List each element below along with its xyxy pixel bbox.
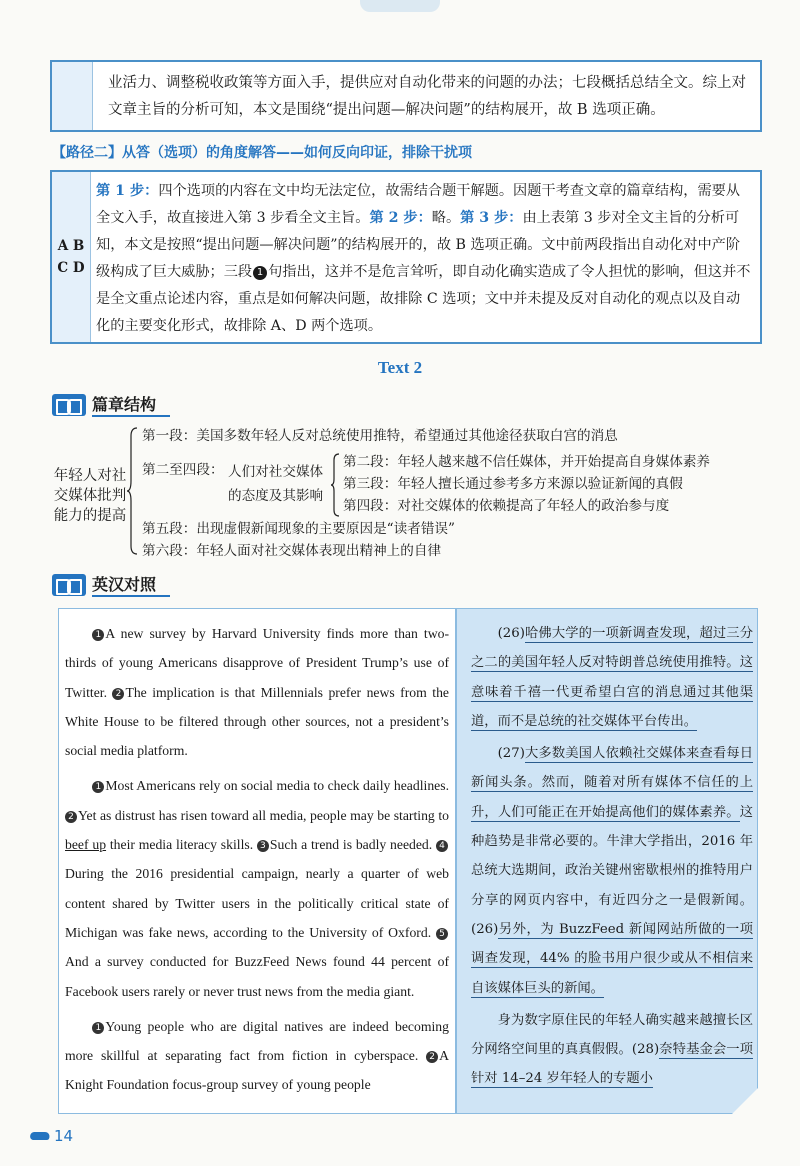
zh-text: 身为数字原住民的年轻人确实越来越擅长区分网络空间里的真真假假。 bbox=[471, 1012, 753, 1058]
step1-label: 第 1 步： bbox=[96, 183, 159, 199]
step2-label: 第 2 步： bbox=[369, 210, 432, 226]
path2-answer-box bbox=[50, 170, 762, 344]
page-number-value: 14 bbox=[54, 1127, 74, 1145]
sentence-marker: 2 bbox=[65, 811, 77, 823]
step3-text-a: 由上表第 3 步对全文主旨的分析可知，本文是按照“提出问题—解决问题”的结构展开的，故 B 选项正确。文中前两段指出自动化对中产阶级构成了巨大威胁；三段 bbox=[96, 210, 741, 280]
english-column bbox=[58, 608, 456, 1114]
sentence-marker: 4 bbox=[436, 840, 448, 852]
structure-section-heading bbox=[52, 392, 170, 417]
zh-paragraph-1 bbox=[471, 619, 753, 736]
en-paragraph-1 bbox=[65, 619, 449, 765]
en-sentence: The implication is that Millennials prefer news from the White House to be filtered through other sources, not a president’s social media platform. bbox=[65, 684, 449, 759]
zh-underlined: 奈特基金会一项针对 14–24 岁年轻人的专题小 bbox=[471, 1042, 754, 1087]
step3-label: 第 3 步： bbox=[460, 210, 523, 226]
structure-para6: 第六段：年轻人面对社交媒体表现出精神上的自律 bbox=[142, 543, 442, 559]
question-number: (28) bbox=[631, 1042, 660, 1058]
en-sentence: A Knight Foundation focus-group survey of young people bbox=[65, 1048, 449, 1093]
en-sentence: Young people who are digital natives are indeed becoming more skillful at separating fact from fiction in cyberspace. bbox=[65, 1018, 449, 1064]
options-cd: C D bbox=[57, 260, 85, 276]
text2-title: Text 2 bbox=[377, 358, 423, 377]
book-icon bbox=[52, 394, 86, 416]
zh-underlined: 哈佛大学的一项新调查发现，超过三分之二的美国年轻人反对特朗普总统使用推特。这意味着千禧一代更希望白宫的消息通过其他渠道，而不是总统的社交媒体平台传出。 bbox=[471, 626, 753, 729]
chinese-column bbox=[456, 608, 758, 1114]
bilingual-section-heading bbox=[52, 572, 170, 597]
sentence-marker: 3 bbox=[257, 840, 269, 852]
structure-heading-label: 篇章结构 bbox=[92, 392, 170, 417]
en-sentence: Most Americans rely on social media to check daily headlines. bbox=[105, 778, 449, 794]
sentence-marker: 1 bbox=[92, 781, 104, 793]
sentence-marker: 2 bbox=[112, 688, 124, 700]
big-brace bbox=[126, 426, 138, 556]
structure-para3: 第三段：年轻人擅长通过参考多方来源以验证新闻的真假 bbox=[343, 476, 683, 492]
en-sentence: Yet as distrust has risen toward all media, people may be starting to bbox=[78, 807, 449, 823]
page-number bbox=[30, 1127, 73, 1145]
structure-para4: 第四段：对社交媒体的依赖提高了年轻人的政治参与度 bbox=[343, 498, 670, 514]
topic-line2: 的态度及其影响 bbox=[228, 488, 324, 504]
zh-paragraph-3 bbox=[471, 1006, 753, 1094]
step1-text: 四个选项的内容在文中均无法定位，故需结合题干解题。因题干考查文章的篇章结构，需要从全文入手，故直接进入第 3 步看全文主旨。 bbox=[96, 183, 741, 226]
sentence-marker: 5 bbox=[436, 928, 448, 940]
structure-para5: 第五段：出现虚假新闻现象的主要原因是“读者错误” bbox=[142, 521, 455, 537]
en-sentence: their media literacy skills. bbox=[106, 837, 257, 853]
zh-underlined: 大多数美国人依赖社交媒体来查看每日新闻头条。然而，随着对所有媒体不信任的上升，人们可能正在开始提高他们的媒体素养。 bbox=[471, 746, 753, 820]
question-number: (26) bbox=[497, 626, 525, 641]
structure-para2: 第二段：年轻人越来越不信任媒体，并开始提高自身媒体素养 bbox=[343, 454, 711, 470]
sentence-marker: 1 bbox=[253, 266, 267, 280]
zh-underlined: 另外，为 BuzzFeed 新闻网站所做的一项调查发现，44% 的脸书用户很少或从不相信来自该媒体巨头的新闻。 bbox=[471, 921, 753, 996]
question-number: (27) bbox=[497, 746, 525, 762]
box-gutter bbox=[52, 62, 93, 130]
page-fold-corner bbox=[732, 1088, 758, 1114]
step2-text: 略。 bbox=[431, 210, 461, 226]
top-tab-decoration bbox=[360, 0, 440, 12]
en-sentence: During the 2016 presidential campaign, nearly a quarter of web content shared by Twitter users in the politically critical state of Michigan was fake news, according to the University of Oxford. bbox=[65, 866, 449, 940]
en-sentence: And a survey conducted for BuzzFeed News found 44 percent of Facebook users rarely or never trust news from the media giant. bbox=[65, 954, 449, 999]
path2-heading: 【路径二】从答（选项）的角度解答——如何反向印证，排除干扰项 bbox=[52, 145, 472, 161]
structure-root: 年轻人对社交媒体批判能力的提高 bbox=[53, 468, 127, 524]
en-sentence: Such a trend is badly needed. bbox=[269, 837, 436, 853]
zh-text: 这种趋势是非常必要的。牛津大学指出，2016 年总统大选期间，政治关键州密歇根州的推特用户分享的网页内容中，有近四分之一是假新闻。 bbox=[471, 804, 753, 908]
options-ab: A B bbox=[57, 238, 85, 254]
topic-line1: 人们对社交媒体 bbox=[228, 464, 324, 480]
question-number: (26) bbox=[471, 921, 499, 937]
sentence-marker: 1 bbox=[92, 629, 104, 641]
analysis-box-continued bbox=[50, 60, 762, 132]
options-gutter bbox=[52, 172, 91, 342]
structure-para1: 第一段：美国多数年轻人反对总统使用推特，希望通过其他途径获取白宫的消息 bbox=[142, 428, 618, 444]
en-sentence: A new survey by Harvard University finds more than two-thirds of young Americans disapprove of President Trump’s use of Twitter. bbox=[65, 626, 449, 700]
swoosh-icon bbox=[29, 1132, 52, 1140]
en-paragraph-3 bbox=[65, 1012, 449, 1100]
zh-paragraph-2 bbox=[471, 739, 753, 1003]
sentence-marker: 2 bbox=[426, 1051, 438, 1063]
sentence-marker: 1 bbox=[92, 1022, 104, 1034]
structure-para2-4-topic bbox=[228, 460, 323, 508]
book-icon bbox=[52, 574, 86, 596]
structure-para2-4-label: 第二至四段： bbox=[142, 462, 224, 478]
path2-answer-text bbox=[96, 178, 752, 340]
analysis-text: 业活力、调整税收政策等方面入手，提供应对自动化带来的问题的办法；七段概括总结全文。综上对文章主旨的分析可知，本文是围绕“提出问题—解决问题”的结构展开，故 B 选项正确。 bbox=[108, 75, 746, 118]
underlined-phrase: beef up bbox=[65, 837, 107, 853]
en-paragraph-2 bbox=[65, 771, 449, 1005]
small-brace bbox=[330, 452, 340, 518]
bilingual-heading-label: 英汉对照 bbox=[92, 572, 170, 597]
step3-text-b: 句指出，这并不是危言耸听，即自动化确实造成了令人担忧的影响，但这并不是全文重点论述内容，重点是如何解决问题，故排除 C 选项；文中并未提及反对自动化的观点以及自动化的主要变化形式，故排除 A、D 两个选项。 bbox=[96, 264, 751, 334]
